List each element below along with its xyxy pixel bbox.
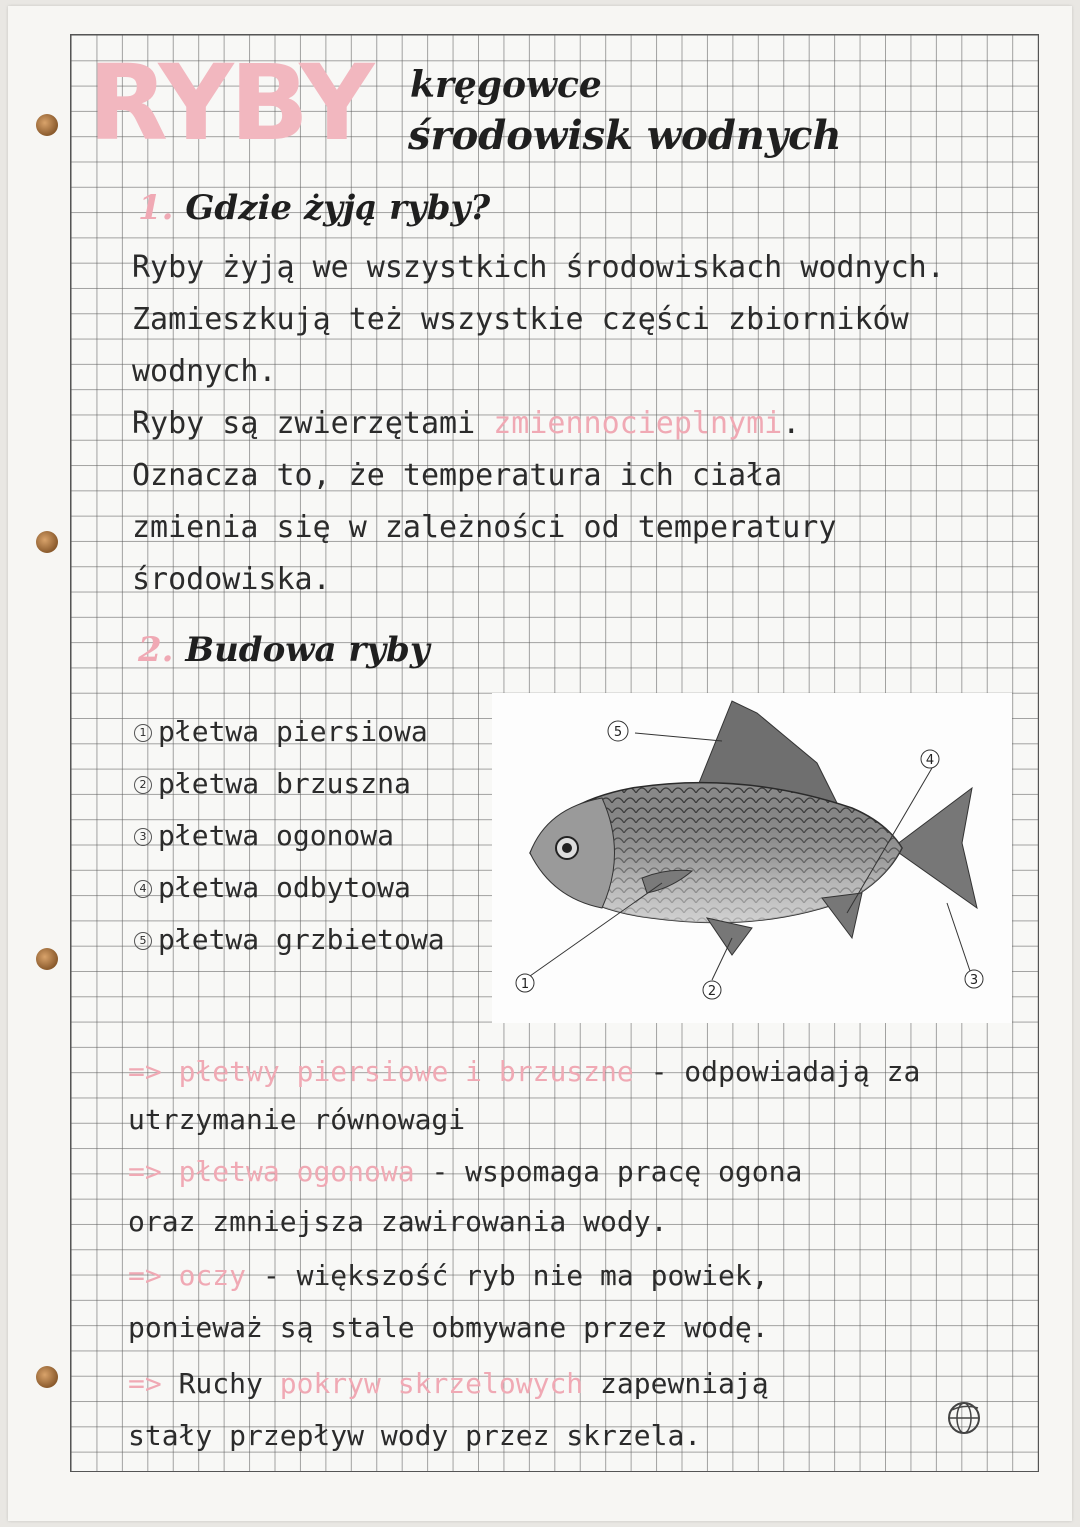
note-line: => płetwa ogonowa - wspomaga pracę ogona (128, 1155, 803, 1188)
line-end: . (782, 406, 801, 441)
binder-hole (36, 531, 58, 553)
anal-fin (822, 893, 862, 938)
fish-illustration (492, 693, 1012, 1023)
note-line: ponieważ są stale obmywane przez wodę. (128, 1311, 769, 1344)
fin-legend (134, 706, 445, 966)
note-line: => Ruchy pokryw skrzelowych zapewniają (128, 1367, 769, 1400)
note-line: utrzymanie równowagi (128, 1103, 466, 1136)
fish-diagram-photo (492, 693, 1012, 1023)
subtitle-line-1: kręgowce (410, 64, 602, 106)
pelvic-fin (707, 918, 752, 955)
section-1-line: Zamieszkują też wszystkie części zbiorników (132, 302, 909, 337)
legend-item: 3 płetwa ogonowa (134, 810, 445, 862)
highlight-term: zmiennocieplnymi (493, 406, 783, 441)
section-1-number: 1. (138, 188, 174, 228)
binder-hole (36, 114, 58, 136)
globe-icon (944, 1398, 984, 1438)
section-1-title: Gdzie żyją ryby? (185, 188, 491, 228)
subtitle-line-2: środowisk wodnych (408, 112, 842, 159)
legend-item: 5 płetwa grzbietowa (134, 914, 445, 966)
section-1-line: Ryby żyją we wszystkich środowiskach wodnych. (132, 250, 945, 285)
note-line: stały przepływ wody przez skrzela. (128, 1419, 702, 1452)
section-2-heading (138, 630, 430, 670)
line-text: Ryby są zwierzętami (132, 406, 476, 441)
note-line: => oczy - większość ryb nie ma powiek, (128, 1259, 769, 1292)
section-1-heading (138, 188, 490, 228)
note-line: => płetwy piersiowe i brzuszne - odpowiadają za (128, 1055, 921, 1088)
legend-item: 4 płetwa odbytowa (134, 862, 445, 914)
diagram-label-4: 4 (925, 753, 935, 768)
section-1-line: środowiska. (132, 562, 331, 597)
diagram-label-2: 2 (707, 984, 717, 999)
section-1-line: Oznacza to, że temperatura ich ciała (132, 458, 783, 493)
section-2-number: 2. (138, 630, 174, 670)
tail-fin (892, 788, 977, 908)
legend-item: 2 płetwa brzuszna (134, 758, 445, 810)
diagram-label-1: 1 (520, 977, 530, 992)
section-1-line: wodnych. (132, 354, 277, 389)
diagram-label-5: 5 (613, 725, 623, 740)
fish-pupil (562, 843, 572, 853)
section-1-line: zmienia się w zależności od temperatury (132, 510, 837, 545)
binder-hole (36, 948, 58, 970)
section-1-line-4 (132, 398, 800, 450)
section-2-title: Budowa ryby (185, 630, 430, 670)
legend-item: 1 płetwa piersiowa (134, 706, 445, 758)
page-title: RYBY (88, 42, 371, 164)
diagram-label-3: 3 (969, 973, 979, 988)
note-line: oraz zmniejsza zawirowania wody. (128, 1205, 668, 1238)
binder-hole (36, 1366, 58, 1388)
